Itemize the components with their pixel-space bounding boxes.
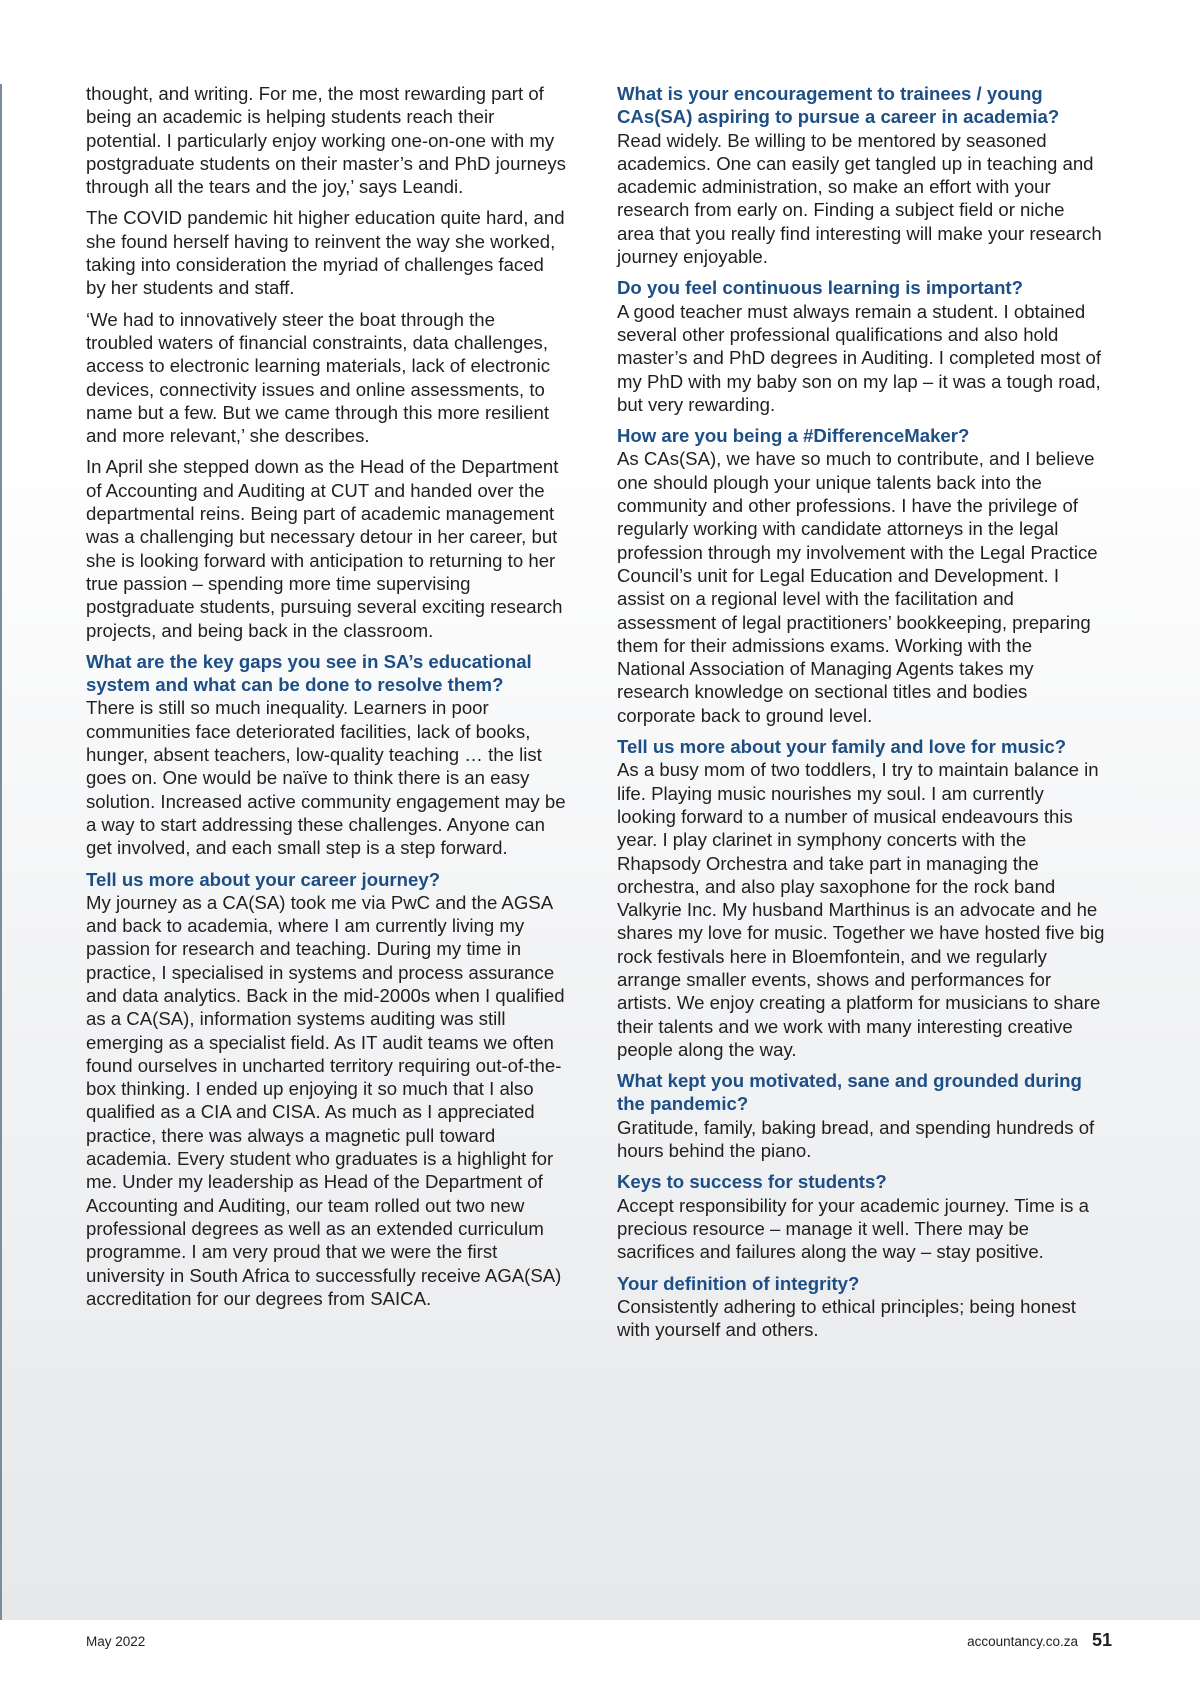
question-heading: Tell us more about your family and love for music? [617,736,1067,758]
footer-right [967,1630,1112,1651]
paragraph: ‘We had to innovatively steer the boat through the troubled waters of financial constraints, data challenges, access to electronic learning materials, lack of electronic devices, connectivity issues and online assessments, to name but a few. But we came through this more resilient and more relevant,’ she describes. [86,308,551,447]
question-heading: Do you feel continuous learning is important? [617,277,1023,299]
answer-paragraph: As a busy mom of two toddlers, I try to maintain balance in life. Playing music nourishes my soul. I am currently looking forward to a number of musical endeavours this year. I play clarinet in symphony concerts with the Rhapsody Orchestra and take part in managing the orchestra, and also play saxophone for the rock band Valkyrie Inc. My husband Marthinus is an advocate and he shares my love for music. Together we have hosted five big rock festivals here in Bloemfontein, and we regularly arrange smaller events, shows and performances for artists. We enjoy creating a platform for musicians to share their talents and we work with many interesting creative people along the way. [617,759,1105,1060]
left-margin-rule [0,84,2,1620]
answer-paragraph: Read widely. Be willing to be mentored by seasoned academics. One can easily get tangled up in teaching and academic administration, so make an effort with your research from early on. Finding a subject field or niche area that you really find interesting will make your research journey enjoyable. [617,129,1102,268]
question-heading: Your definition of integrity? [617,1272,860,1294]
answer-paragraph: Consistently adhering to ethical principles; being honest with yourself and others. [617,1295,1076,1341]
question-heading: What is your encouragement to trainees / young CAs(SA) aspiring to pursue a career in academia? [617,83,1060,128]
answer-paragraph: Gratitude, family, baking bread, and spending hundreds of hours behind the piano. [617,1116,1095,1162]
right-column [617,82,1105,1349]
footer-website: accountancy.co.za [967,1634,1078,1649]
question-heading: What kept you motivated, sane and grounded during the pandemic? [617,1070,1082,1115]
left-column [86,82,566,1318]
answer-paragraph: Accept responsibility for your academic journey. Time is a precious resource – manage it well. There may be sacrifices and failures along the way – stay positive. [617,1194,1089,1263]
question-heading: Tell us more about your career journey? [86,868,441,890]
paragraph: The COVID pandemic hit higher education quite hard, and she found herself having to reinvent the way she worked, taking into consideration the myriad of challenges faced by her students and staff. [86,207,565,299]
answer-paragraph: A good teacher must always remain a student. I obtained several other professional qualifications and also hold master’s and PhD degrees in Auditing. I completed most of my PhD with my baby son on my lap – it was a tough road, but very rewarding. [617,300,1102,415]
footer-date: May 2022 [86,1634,146,1649]
answer-paragraph: My journey as a CA(SA) took me via PwC and the AGSA and back to academia, where I am currently living my passion for research and teaching. During my time in practice, I specialised in systems and process assurance and data analytics. Back in the mid-2000s when I qualified as a CA(SA), information systems auditing was still emerging as a specialist field. As IT audit teams we often found ourselves in uncharted territory requiring out-of-the-box thinking. I ended up enjoying it so much that I also qualified as a CIA and CISA. As much as I appreciated practice, there was always a magnetic pull toward academia. Every student who graduates is a highlight for me. Under my leadership as Head of the Department of Accounting and Auditing, our team rolled out two new professional degrees as well as an extended curriculum programme. I am very proud that we were the first university in South Africa to successfully receive AGA(SA) accreditation for our degrees from SAICA. [86,891,565,1309]
answer-paragraph: There is still so much inequality. Learners in poor communities face deteriorated facilities, lack of books, hunger, absent teachers, low-quality teaching … the list goes on. One would be naïve to think there is an easy solution. Increased active community engagement may be a way to start addressing these challenges. Anyone can get involved, and each small step is a step forward. [86,697,566,859]
answer-paragraph: As CAs(SA), we have so much to contribute, and I believe one should plough your unique talents back into the community and other professions. I have the privilege of regularly working with candidate attorneys in the legal profession through my involvement with the Legal Practice Council’s unit for Legal Education and Development. I assist on a regional level with the facilitation and assessment of legal practitioners’ bookkeeping, preparing them for their admissions exams. Working with the National Association of Managing Agents takes my research knowledge on sectional titles and bodies corporate back to ground level. [617,448,1098,726]
paragraph: In April she stepped down as the Head of the Department of Accounting and Auditing at CUT and handed over the departmental reins. Being part of academic management was a challenging but necessary detour in her career, but she is looking forward with anticipation to returning to her true passion – spending more time supervising postgraduate students, pursuing several exciting research projects, and being back in the classroom. [86,456,563,641]
question-heading: How are you being a #DifferenceMaker? [617,425,970,447]
paragraph: thought, and writing. For me, the most rewarding part of being an academic is helping students reach their potential. I particularly enjoy working one-on-one with my postgraduate students on their master’s and PhD journeys through all the tears and the joy,’ says Leandi. [86,83,566,198]
page-number: 51 [1091,1630,1112,1650]
question-heading: What are the key gaps you see in SA’s educational system and what can be done to resolve them? [86,650,532,696]
question-heading: Keys to success for students? [617,1171,887,1193]
